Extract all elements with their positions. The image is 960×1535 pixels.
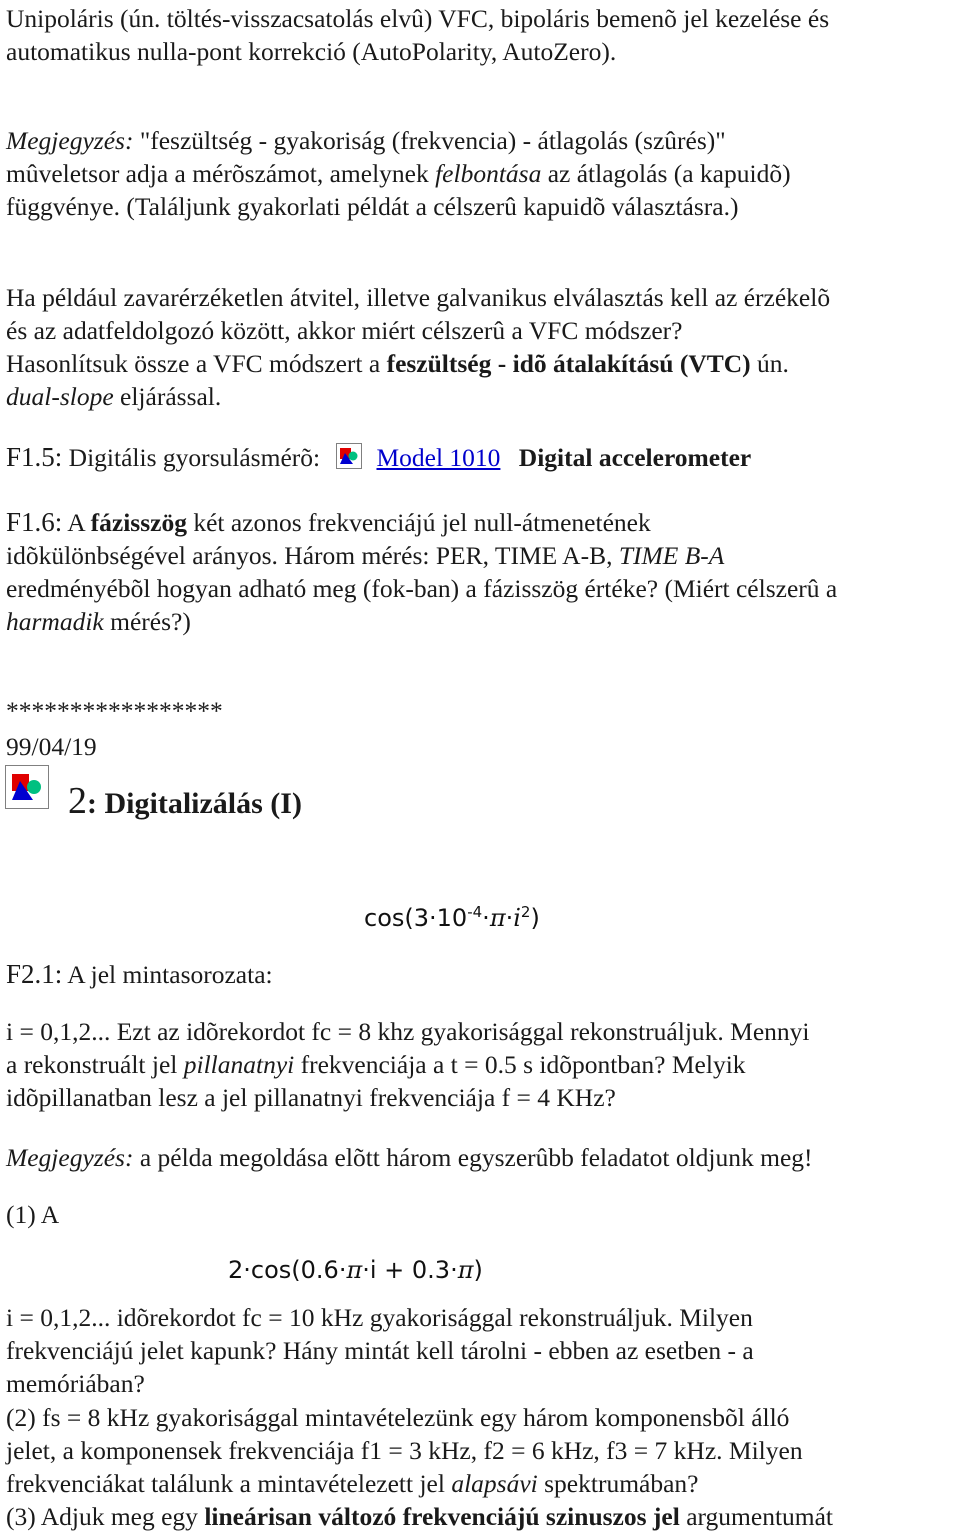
text: A jel mintasorozata: xyxy=(62,960,273,989)
text: Digitális gyorsulásmérõ: xyxy=(62,443,321,472)
formula-cos-1: $\cos(3\cdot 10^{-4}\cdot\pi\cdot i^2)$ xyxy=(364,903,540,932)
text: két azonos frekvenciájú jel null-átmenetének xyxy=(186,508,651,537)
text: és az adatfeldolgozó között, akkor miért célszerû a VFC módszer? xyxy=(6,316,683,345)
f21-line xyxy=(6,958,958,991)
item2-paragraph xyxy=(6,1401,958,1500)
formula-symbol: π xyxy=(489,904,506,932)
section-heading xyxy=(68,776,568,830)
text-italic: TIME B-A xyxy=(618,541,725,570)
text: automatikus nulla-pont korrekció (AutoPolarity, AutoZero). xyxy=(6,37,617,66)
note-label: Megjegyzés: xyxy=(6,1143,134,1172)
paragraph-isolation xyxy=(6,281,958,413)
text-italic: alapsávi xyxy=(451,1469,538,1498)
text: argumentumát xyxy=(679,1502,834,1531)
note2-paragraph xyxy=(6,1141,958,1174)
text: frekvenciája a t = 0.5 s idõpontban? Melyik xyxy=(294,1050,746,1079)
text: A xyxy=(62,508,91,537)
text-bold: lineárisan változó frekvenciájú szinuszos jel xyxy=(204,1502,680,1531)
text-bold: feszültség - idõ átalakítású (VTC) xyxy=(386,349,751,378)
formula-exponent: -4 xyxy=(467,903,483,921)
section-title: : Digitalizálás (I) xyxy=(87,787,302,820)
separator: ***************** xyxy=(6,696,223,725)
item-number: F1.6: xyxy=(6,507,63,537)
text-bold: fázisszög xyxy=(90,508,187,537)
text: spektrumában? xyxy=(537,1469,699,1498)
shapes-section-icon[interactable] xyxy=(5,765,49,809)
text: ún. xyxy=(750,349,789,378)
f15-line xyxy=(6,441,958,474)
text: eljárással. xyxy=(113,382,222,411)
formula-text: 2·cos(0.6· xyxy=(228,1256,347,1284)
text: eredményébõl hogyan adható meg (fok-ban) a fázisszög értéke? (Miért célszerû a xyxy=(6,574,838,603)
text: "feszültség - gyakoriság (frekvencia) - átlagolás (szûrés)" xyxy=(133,126,726,155)
text: Hasonlítsuk össze a VFC módszert a xyxy=(6,349,387,378)
text-italic: felbontása xyxy=(435,159,542,188)
item3-line xyxy=(6,1500,958,1533)
formula-text: cos xyxy=(364,904,405,932)
text: memóriában? xyxy=(6,1369,145,1398)
text: A xyxy=(35,1200,60,1229)
text: i = 0,1,2... Ezt az idõrekordot fc = 8 khz gyakorisággal rekonstruáljuk. Mennyi xyxy=(6,1017,810,1046)
formula-symbol: π xyxy=(457,1256,474,1284)
text: Adjuk meg egy xyxy=(35,1502,205,1531)
formula-cos-2 xyxy=(228,1254,483,1287)
formula-text: 3·10 xyxy=(413,904,468,932)
item-number: F2.1: xyxy=(6,959,63,989)
item1-paragraph xyxy=(6,1301,958,1400)
text: frekvenciákat találunk a mintavételezett jel xyxy=(6,1469,452,1498)
date: 99/04/19 xyxy=(6,732,97,761)
text: jelet, a komponensek frekvenciája f1 = 3 kHz, f2 = 6 kHz, f3 = 7 kHz. Milyen xyxy=(6,1436,803,1465)
text: Unipoláris (ún. töltés-visszacsatolás elvû) VFC, bipoláris bemenõ jel kezelése és xyxy=(6,4,830,33)
text: mûveletsor adja a mérõszámot, amelynek xyxy=(6,159,436,188)
model-1010-link[interactable]: Model 1010 xyxy=(376,443,501,472)
formula-exponent: 2 xyxy=(520,903,531,921)
text: az átlagolás (a kapuidõ) xyxy=(541,159,791,188)
text: idõpillanatban lesz a jel pillanatnyi frekvenciája f = 4 KHz? xyxy=(6,1083,616,1112)
text: a rekonstruált jel xyxy=(6,1050,184,1079)
formula-text: ) xyxy=(473,1256,483,1284)
item-number: (2) xyxy=(6,1403,36,1432)
text-bold: Digital accelerometer xyxy=(518,443,752,472)
note-label: Megjegyzés: xyxy=(6,126,134,155)
text: frekvenciájú jelet kapunk? Hány mintát kell tárolni - ebben az esetben - a xyxy=(6,1336,754,1365)
text-italic: dual-slope xyxy=(6,382,114,411)
text-italic: pillanatnyi xyxy=(183,1050,295,1079)
text: i = 0,1,2... idõrekordot fc = 10 kHz gyakorisággal rekonstruáljuk. Milyen xyxy=(6,1303,753,1332)
f16-paragraph xyxy=(6,506,958,638)
item1-line xyxy=(6,1198,958,1231)
section-number: 2 xyxy=(68,780,87,822)
text: idõkülönbségével arányos. Három mérés: PER, TIME A-B, xyxy=(6,541,619,570)
text: Ha például zavarérzéketlen átvitel, illetve galvanikus elválasztás kell az érzékelõ xyxy=(6,283,831,312)
f21-paragraph xyxy=(6,1015,958,1114)
formula-symbol: i xyxy=(513,904,521,932)
item-number: (3) xyxy=(6,1502,36,1531)
text-italic: harmadik xyxy=(6,607,104,636)
text: függvénye. (Találjunk gyakorlati példát a célszerû kapuidõ választásra.) xyxy=(6,192,739,221)
shapes-link-icon[interactable] xyxy=(336,443,362,469)
formula-symbol: π xyxy=(346,1256,363,1284)
paragraph-vfc xyxy=(6,2,958,68)
item-number: (1) xyxy=(6,1200,36,1229)
text: fs = 8 kHz gyakorisággal mintavételezünk egy három komponensbõl álló xyxy=(35,1403,790,1432)
text: mérés?) xyxy=(103,607,191,636)
formula-text: ·i + 0.3· xyxy=(362,1256,458,1284)
item-number: F1.5: xyxy=(6,442,63,472)
note-paragraph xyxy=(6,124,958,223)
text: a példa megoldása elõtt három egyszerûbb feladatot oldjunk meg! xyxy=(133,1143,813,1172)
